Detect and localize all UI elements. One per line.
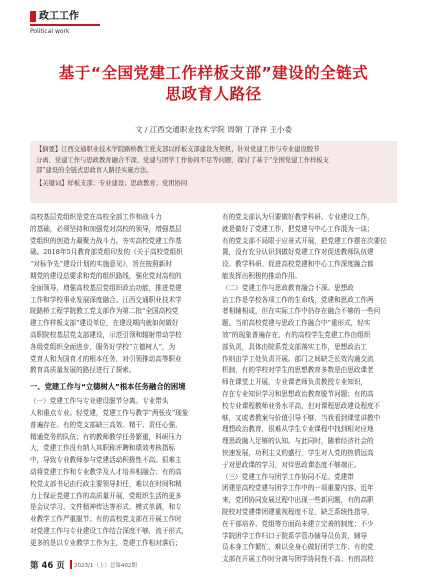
text-line: 高校基层党组织是党在高校全部工作和战斗力: [30, 213, 162, 221]
text-line: 置，没有充分认识到做好党建工作对促进教师队伍建: [222, 248, 374, 257]
text-line: 于对思政课的学习，对待思政课态度不够端正。: [222, 460, 361, 469]
text-line: 治工作是学校各项工作的生命线，党建和思政工作两: [222, 295, 374, 304]
text-line: 的基础，必须坚持和加强党对高校的领导，增强基层: [30, 224, 182, 233]
text-line: 力上保证党建工作的高质量开展，党组织生活的更多: [30, 491, 182, 500]
section-header: [30, 10, 200, 35]
text-line: 党育人和为国育才的根本任务，对引领推动高等职业: [30, 354, 182, 363]
text-line: 题。当前高校党建与思政工作融合中“重形式，轻实: [222, 319, 371, 328]
text-line: 中，导致专业教师参与党建活动积极性不高。很难主: [30, 456, 182, 465]
text-line: 机制，有的学校对学生的思想教育多数是由思政课老: [222, 366, 374, 375]
text-line: 作则由学工处负责开展。部门之间缺乏长效沟通交流: [222, 354, 374, 363]
text-line: （一）党建工作与专业建设脱节分离。专业带头: [30, 397, 169, 406]
text-line: 础。2018年5月教育部党组印发的《关于高校党组织: [30, 248, 183, 257]
text-line: 有的党支部不局限于应景式开展，把党建工作摆在次要位: [222, 236, 387, 245]
text-line: 期党的建设总要求和党的组织路线，强化党对高校的: [30, 271, 182, 280]
text-line: “对标争先”建设计划的实施意见》，旨在按照新时: [30, 260, 172, 269]
text-line: 工作和学校事业发展深度融合。江西交通职业技术学: [30, 295, 182, 304]
abstract-line: 分离、党建工作与思政教育融合不深、党建与团学工作协同不足等问题，探讨了基于“全国党建工作样板支: [36, 156, 329, 164]
section-heading: 一、党建工作与“立德树人”根本任务融合的困境: [30, 382, 186, 392]
text-line: 更多的是以专业教学工作为主，党建工作相对落后；: [30, 538, 182, 547]
text-line: 就是做好了党建工作，把党建与中心工作混为一谈；: [222, 224, 374, 233]
body-column-right: [222, 212, 399, 566]
text-line: 院校对党建带团建重视程度不足，缺乏系统性指导，: [222, 507, 374, 516]
text-line: 来，党团协同发展过程中出现一些新问题，有的高职: [222, 496, 374, 505]
paragraph: [30, 396, 207, 549]
text-line: 设、教学科研、促进高校党建和中心工作深度融合都: [222, 260, 374, 269]
footer-divider: [70, 560, 72, 569]
paragraph: [222, 472, 399, 566]
text-line: 师在课堂上开展，专业课老师负责教授专业知识，: [222, 378, 368, 387]
keywords-line: 【关键词】样板支部；专业建设；思政教育；党团协同: [36, 179, 188, 187]
text-line: 理思政融入足够的认知。与此同时，随着经济社会的: [222, 437, 374, 446]
text-line: 普遍存在。有的党支部缺三高效、精干、责任心强、: [30, 420, 182, 429]
text-line: 支部在开展工作时分离与团学协同性不高；有的高校: [222, 555, 374, 564]
section-title-en: Political work: [30, 28, 70, 35]
page-number: 第 46 页: [30, 561, 65, 571]
text-line: 院路桥工程学院教工党支部作为第二批“全国高校党: [30, 307, 179, 316]
text-line: （二）党建工作与思政教育融合不深。思想政: [222, 283, 354, 292]
abstract-line: 【摘要】江西交通职业技术学院路桥教工党支部以样板支部建设为契机，针对党建工作与专业建设脱节: [36, 146, 320, 153]
text-line: 校党支部书记由行政主要领导担任，难以在时间和精: [30, 479, 182, 488]
text-line: 在干部培养、党组等方面尚未建立完善的制度；不少: [222, 519, 374, 528]
text-line: 学院团学工作归口于院系学管办辅导员负责，辅导: [222, 531, 368, 540]
text-line: 有的党支部认为只要做好教学科研、专业建设工作，: [222, 213, 374, 221]
text-line: 精通党务的队伍；有的教师教学任务繁重，科研压力: [30, 432, 182, 441]
text-line: 高职院校基层党支部建设，示范引领和辐射带动学校: [30, 330, 182, 339]
text-line: 者相辅相成，但在实际工作中仍存在融合不够的一些问: [222, 307, 381, 316]
text-line: 效”的现象普遍存在，有的高校学生党建工作由组织: [222, 330, 371, 339]
text-line: 各级党组织全面进步，服务好学校“立德树人”，为: [30, 342, 176, 351]
page-footer: [30, 558, 397, 574]
text-line: 校专业课程教师业务水平高，但对课程思政建设程度不: [222, 401, 381, 410]
text-line: 团建是高校党建与团学工作中的一项重要内容。近年: [222, 484, 374, 493]
text-line: 全面领导，增强高校基层党组织政治功能，推进党建: [30, 283, 182, 292]
text-line: 建工作样板支部”建设单位，在建设期内就如何做好: [30, 319, 179, 328]
text-line: 教育高质量发展的路径进行了探索。: [30, 366, 136, 375]
article-title-line1: 基于“全国党建工作样板支部”建设的全链式: [58, 64, 369, 82]
text-line: 动将党建工作和专业教学及人才培养相融合；有的高: [30, 467, 182, 476]
text-line: 快速发展，功利主义的盛行，学生对人党的热情远高: [222, 448, 374, 457]
text-line: 党组织的创造力凝聚力战斗力。夯实高校党建工作基: [30, 236, 182, 245]
text-line: 大，党建工作没有纳入其职称评聘和绩效考核指标: [30, 444, 176, 453]
abstract-line: 部”建设的全链式思政育人路径实施方法。: [36, 167, 153, 174]
text-line: 能发挥出积极的推动作用。: [222, 271, 302, 280]
article-title-line2: 思政育人路径: [165, 85, 262, 103]
intro-paragraph: [30, 212, 207, 377]
paragraph: [222, 212, 399, 283]
body-column-left: [30, 212, 207, 550]
text-line: 部负责，具体由院系党支部落实工作，思想政治工: [222, 342, 368, 351]
section-title-cn: 政工工作: [39, 11, 79, 22]
text-line: 存在专业知识学习和思想政治教育脱节问题；有的高: [222, 389, 374, 398]
text-line: 业教学工作严重脱节；有的高校党支部在开展工作时: [30, 515, 182, 524]
issue-info: 2023/1（上）总第402期: [74, 563, 137, 569]
text-line: 是会议学习、文件精神传达等形式、模式单调，和专: [30, 503, 182, 512]
abstract-box: [30, 141, 397, 203]
text-line: 理想政治教育，很难从学生专业课程中找到相对应地: [222, 425, 374, 434]
text-line: （三）党建工作与团学工作协同不足。党建带: [222, 472, 354, 481]
article-authors: 文 / 江西交通职业技术学院 周娟 丁泽祥 王小委: [135, 125, 292, 134]
text-line: 对党建工作与专业建设工作结合深度不够，流于形式，: [30, 526, 189, 535]
text-line: 员本身工作繁忙，难以全身心做好团学工作；有的党: [222, 543, 374, 552]
text-line: 人和重点专业。轻党建，党建工作与教学“两张皮”现象: [30, 408, 189, 417]
text-line: 够，又或者教案与价值引导不够，当我看到课堂讲教中: [222, 413, 381, 422]
paragraph: [222, 283, 399, 472]
